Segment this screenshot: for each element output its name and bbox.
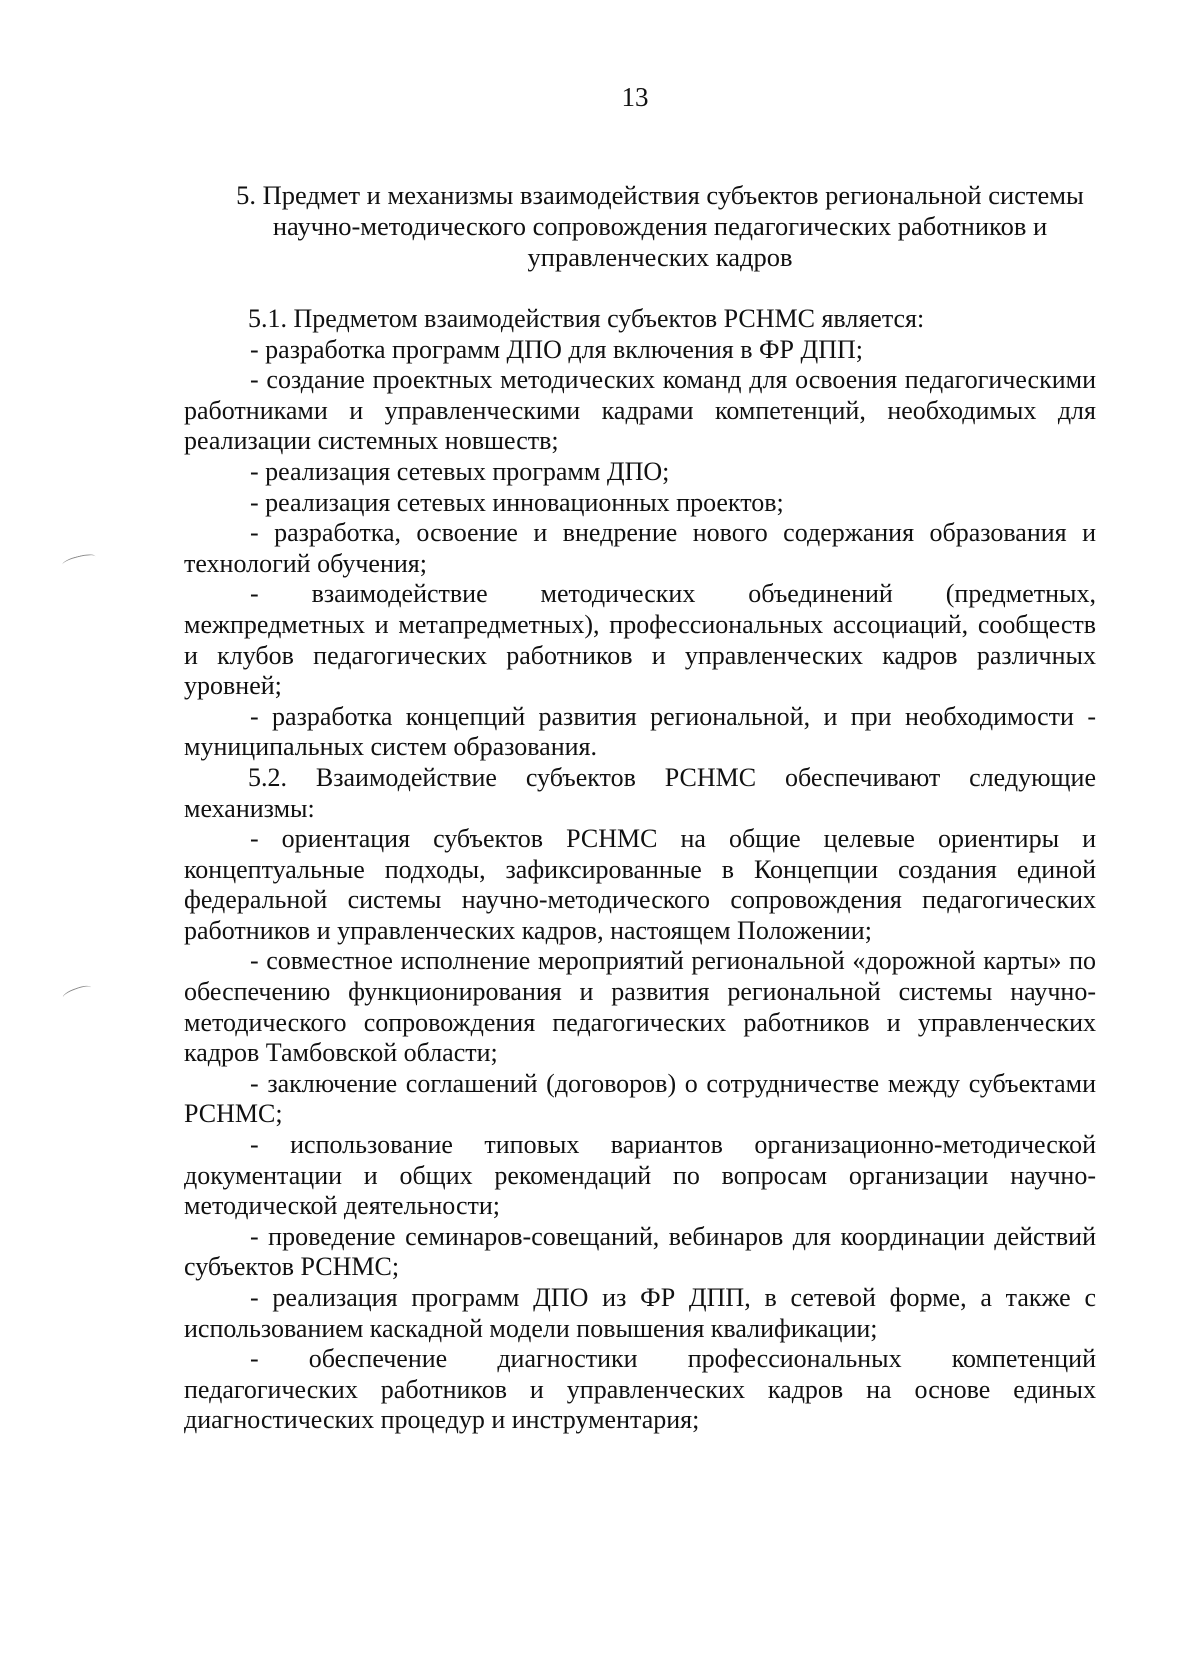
subsection-5-2-intro: 5.2. Взаимодействие субъектов РСНМС обеспечивают следующие механизмы: [184,762,1096,823]
list-item: - разработка программ ДПО для включения в ФР ДПП; [250,334,864,364]
list-item: - создание проектных методических команд для освоения педагогическими работниками и управленческими кадрами компетенций, необходимых для реализации системных новшеств; [184,365,1096,456]
list-item: - реализация программ ДПО из ФР ДПП, в сетевой форме, а также с использованием каскадной модели повышения квалификации; [184,1283,1096,1343]
scan-speck [61,552,96,569]
scan-speck [61,983,92,1002]
list-item: - обеспечение диагностики профессиональных компетенций педагогических работников и управленческих кадров на основе единых диагностических процедур и инструментария; [184,1344,1096,1435]
list-item: - заключение соглашений (договоров) о сотрудничестве между субъектами РСНМС; [184,1068,1096,1129]
list-item: - ориентация субъектов РСНМС на общие целевые ориентиры и концептуальные подходы, зафиксированные в Концепции создания единой федеральной системы научно-методического сопровождения педагогических работников и управленческих кадров, настоящем Положении; [184,824,1096,945]
section-heading-line: научно-методического сопровождения педагогических работников и [272,211,1048,241]
list-item: - совместное исполнение мероприятий региональной «дорожной карты» по обеспечению функционирования и развития региональной системы научно-методического сопровождения педагогических работников и управленческих кадров Тамбовской области; [184,946,1096,1068]
list-item: - разработка концепций развития региональной, и при необходимости - муниципальных систем образования. [184,701,1096,762]
section-heading-line: 5. Предмет и механизмы взаимодействия субъектов региональной системы [236,180,1084,210]
list-item: - использование типовых вариантов организационно-методической документации и общих рекомендаций по вопросам организации научно-методической деятельности; [184,1130,1096,1221]
subsection-5-1-intro: 5.1. Предметом взаимодействия субъектов РСНМС является: [248,304,925,333]
list-item: - проведение семинаров-совещаний, вебинаров для координации действий субъектов РСНМС; [184,1221,1096,1282]
list-item: - взаимодействие методических объединений (предметных, межпредметных и метапредметных), профессиональных ассоциаций, сообществ и клубов педагогических работников и управленческих кадров различных уровней; [184,579,1096,701]
page-number: 13 [621,82,649,112]
list-item: - реализация сетевых инновационных проектов; [250,487,784,517]
list-item: - реализация сетевых программ ДПО; [250,456,670,486]
section-heading [190,180,1130,273]
list-item: - разработка, освоение и внедрение нового содержания образования и технологий обучения; [184,518,1096,578]
section-heading-line: управленческих кадров [527,242,793,272]
section-body [184,304,1096,1436]
